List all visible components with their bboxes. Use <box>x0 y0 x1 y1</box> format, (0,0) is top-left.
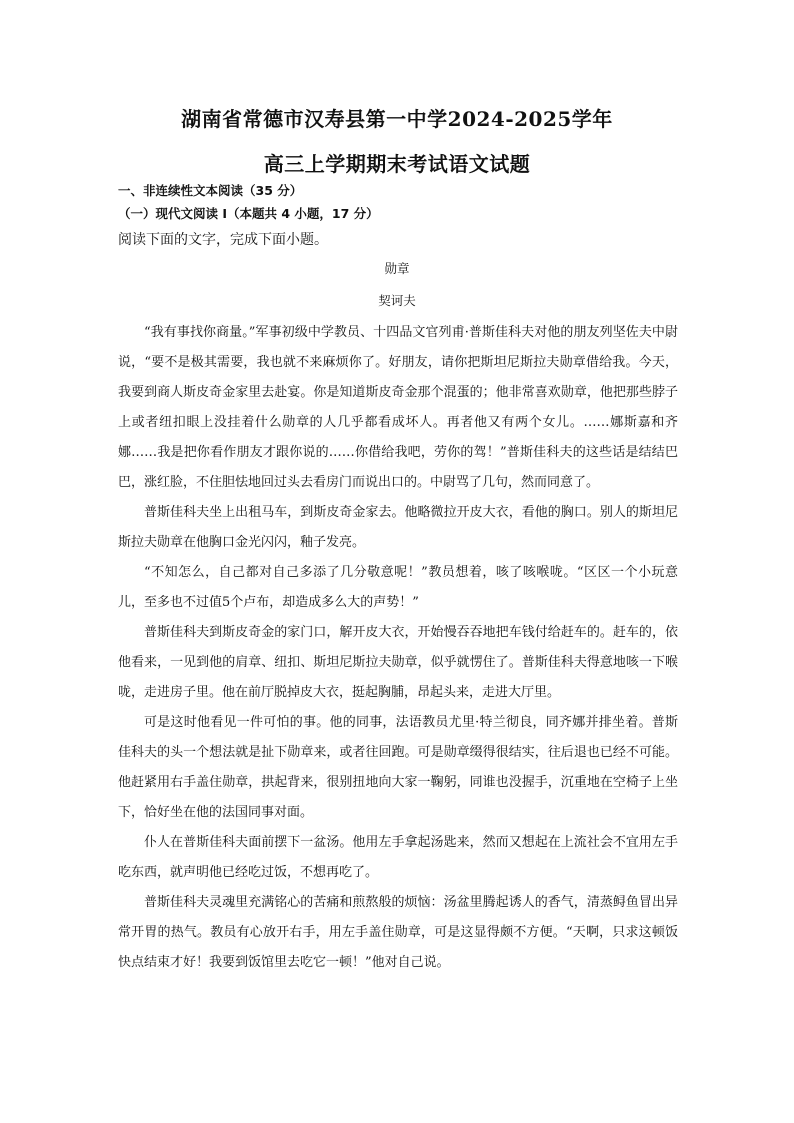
section-heading-part2: （一）现代文阅读 I（本题共 4 小题，17 分） <box>118 206 379 221</box>
story-paragraph: 可是这时他看见一件可怕的事。他的同事，法语教员尤里·特兰彻良，同齐娜并排坐着。普斯佳科夫的头一个想法就是扯下勋章来，或者往回跑。可是勋章缀得很结实，往后退也已经不可能。他赶紧用右手盖住勋章，拱起背来，很别扭地向大家一鞠躬，同谁也没握手，沉重地在空椅子上坐下，恰好坐在他的法国同事对面。 <box>118 715 678 820</box>
section-heading-part1: 一、非连续性文本阅读（35 分） <box>118 183 303 198</box>
story-paragraph: 普斯佳科夫坐上出租马车，到斯皮奇金家去。他略微拉开皮大衣，看他的胸口。别人的斯坦尼斯拉夫勋章在他胸口金光闪闪，釉子发亮。 <box>118 505 678 550</box>
story-author: 契诃夫 <box>378 293 416 308</box>
story-body <box>118 318 678 978</box>
story-paragraph: 普斯佳科夫灵魂里充满铭心的苦痛和煎熬般的烦恼：汤盆里腾起诱人的香气，清蒸鲟鱼冒出异常开胃的热气。教员有心放开右手，用左手盖住勋章，可是这显得颇不方便。“天啊，只求这顿饭快点结束才好！我要到饭馆里去吃它一顿！”他对自己说。 <box>118 895 678 970</box>
reading-instruction: 阅读下面的文字，完成下面小题。 <box>118 232 328 248</box>
exam-title-line1: 湖南省常德市汉寿县第一中学2024-2025学年 <box>181 107 613 131</box>
story-paragraph: “不知怎么，自己都对自己多添了几分敬意呢！”教员想着，咳了咳喉咙。“区区一个小玩意儿，至多也不过值5个卢布，却造成多么大的声势！” <box>118 565 678 610</box>
exam-title-line2: 高三上学期期末考试语文试题 <box>263 152 531 176</box>
story-paragraph: “我有事找你商量。”军事初级中学教员、十四品文官列甫·普斯佳科夫对他的朋友列坚佐夫中尉说，“要不是极其需要，我也就不来麻烦你了。好朋友，请你把斯坦尼斯拉夫勋章借给我。今天，我要到商人斯皮奇金家里去赴宴。你是知道斯皮奇金那个混蛋的；他非常喜欢勋章，他把那些脖子上或者纽扣眼上没挂着什么勋章的人几乎都看成坏人。再者他又有两个女儿。……娜斯嘉和齐娜……我是把你看作朋友才跟你说的……你借给我吧，劳你的驾！”普斯佳科夫的这些话是结结巴巴，涨红脸，不住胆怯地回过头去看房门而说出口的。中尉骂了几句，然而同意了。 <box>118 325 678 490</box>
story-paragraph: 普斯佳科夫到斯皮奇金的家门口，解开皮大衣，开始慢吞吞地把车钱付给赶车的。赶车的，依他看来，一见到他的肩章、纽扣、斯坦尼斯拉夫勋章，似乎就愣住了。普斯佳科夫得意地咳一下喉咙，走进房子里。他在前厅脱掉皮大衣，挺起胸脯，昂起头来，走进大厅里。 <box>118 625 678 700</box>
story-title: 勋章 <box>384 261 410 276</box>
story-paragraph: 仆人在普斯佳科夫面前摆下一盆汤。他用左手拿起汤匙来，然而又想起在上流社会不宜用左手吃东西，就声明他已经吃过饭，不想再吃了。 <box>118 835 678 880</box>
